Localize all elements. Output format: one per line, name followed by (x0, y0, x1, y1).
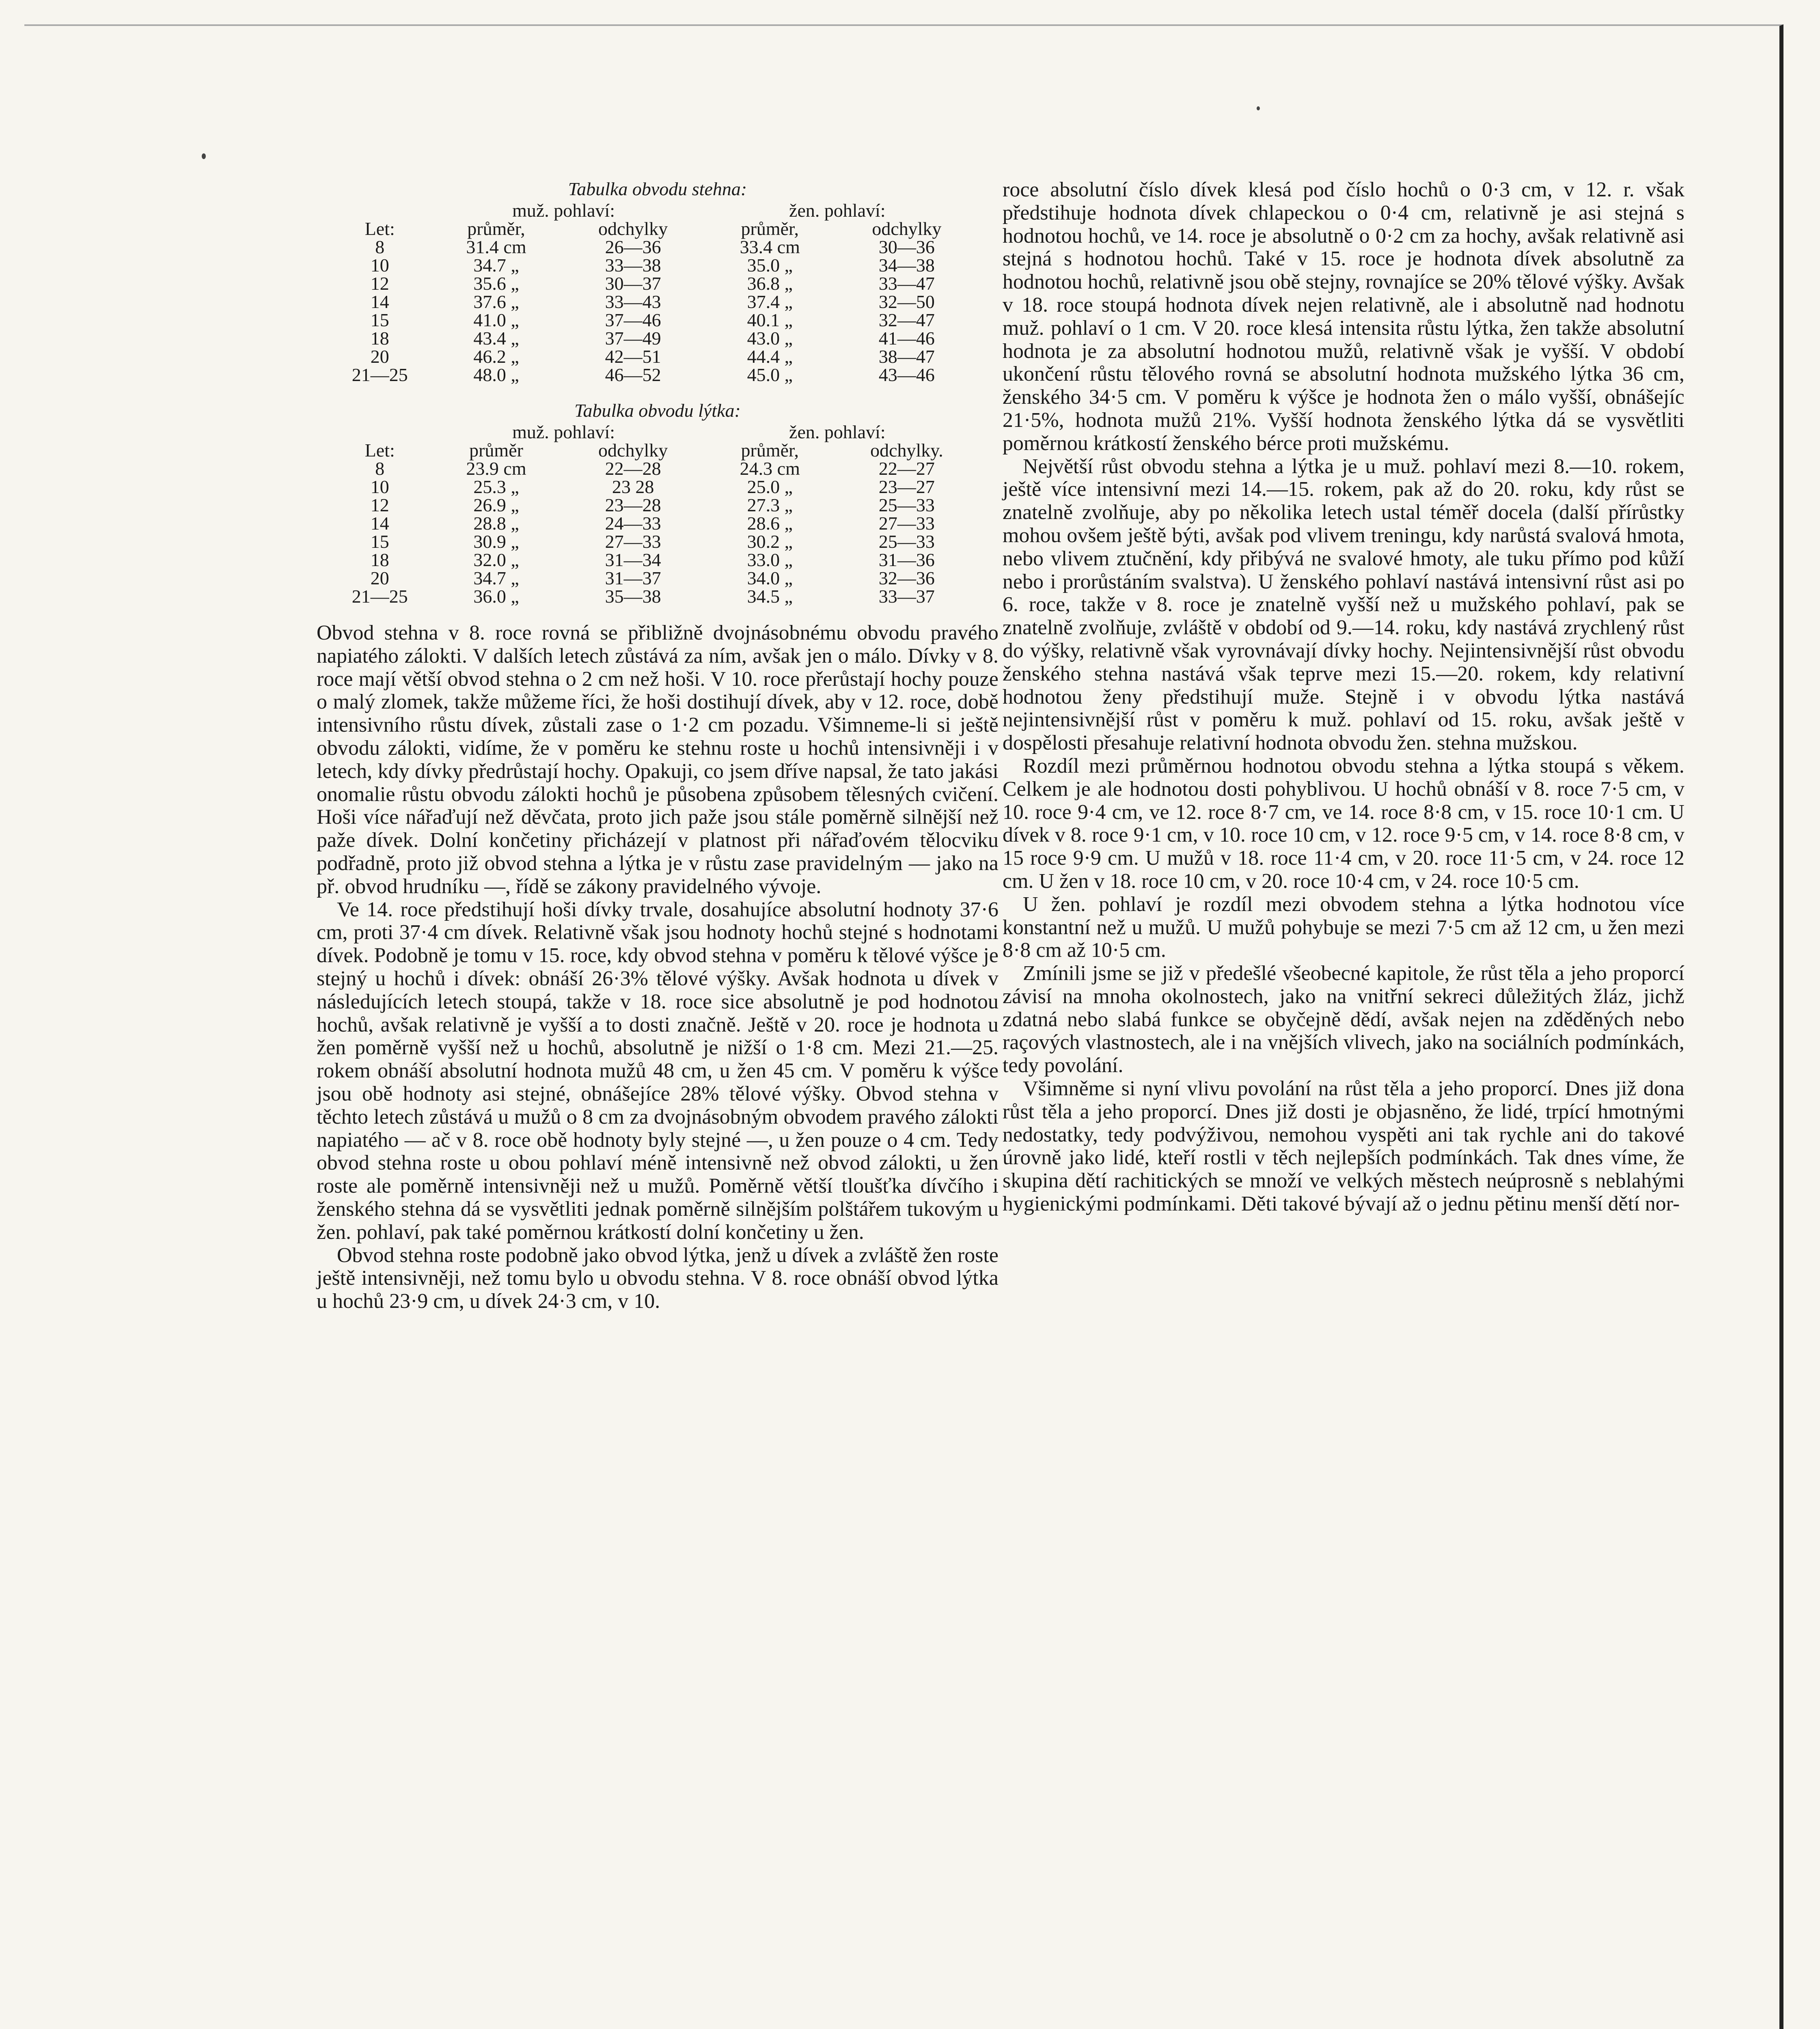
table-cell: 30.9 „ (473, 531, 519, 552)
table-cell: 25.0 „ (747, 476, 793, 497)
table-cell: 33.0 „ (747, 549, 793, 570)
calf-female-group: žen. pohlaví: (789, 422, 886, 442)
calf-table-block (317, 400, 998, 605)
right-column (1003, 179, 1684, 1216)
table-cell: 34.7 „ (473, 255, 519, 276)
table-cell: 23 28 (612, 476, 654, 497)
table-cell: 14 (370, 291, 389, 312)
thigh-female-dev-header: odchylky (872, 218, 942, 239)
left-paragraph-1: Obvod stehna v 8. roce rovná se přibližně dvojnásobnému obvodu pravého napiatého zálokti. V dalších letech zůstává za ním, avšak jen o málo. Dívky v 8. roce mají větší obvod stehna o 2 cm než hoši. V 10. roce přerůstají hochy pouze o malý zlomek, takže můžeme říci, že hoši dostihují dívek, aby v 12. roce, době intensivního růstu dívek, zůstali zase o 1·2 cm pozadu. Všimneme-li si ještě obvodu zálokti, vidíme, že v poměru ke stehnu roste u hochů intensivněji i v letech, kdy dívky předrůstají hochy. Opakuji, co jsem dříve napsal, že tato jakási onomalie růstu obvodu zálokti hochů je působena způsobem tělesných cvičení. Hoši více nářaďují než děvčata, proto jich paže jsou stále poměrně silnější než paže dívek. Dolní končetiny přicházejí v platnost při nářaďovém tělocviku podřadně, proto již obvod stehna a lýtka je v růstu zase pravidelným — jako na př. obvod hrudníku —, řídě se zákony pravidelného vývoje. (317, 621, 998, 898)
table-cell: 31—37 (605, 568, 661, 588)
calf-male-dev-header: odchylky (598, 440, 668, 461)
table-cell: 45.0 „ (747, 364, 793, 385)
table-cell: 33.4 cm (740, 237, 800, 257)
table-cell: 12 (370, 495, 389, 515)
calf-female-dev-header: odchylky. (870, 440, 943, 461)
right-paragraph-4: U žen. pohlaví je rozdíl mezi obvodem stehna a lýtka hodnotou více konstantní než u mužů. U mužů pohybuje se mezi 7·5 cm až 12 cm, u žen mezi 8·8 cm až 10·5 cm. (1003, 892, 1684, 962)
table-cell: 37—49 (605, 328, 661, 349)
table-cell: 31—34 (605, 549, 661, 570)
thigh-age-header: Let: (364, 218, 395, 239)
table-cell: 32—36 (878, 568, 935, 588)
table-cell: 30—36 (878, 237, 935, 257)
table-cell: 43.0 „ (747, 328, 793, 349)
right-paragraph-1: roce absolutní číslo dívek klesá pod číslo hochů o 0·3 cm, v 12. r. však předstihuje hodnota dívek chlapeckou o 0·4 cm, relativně je asi stejná s hodnotou hochů, ve 14. roce je absolutně o 0·2 cm za hochy, avšak relativně asi stejná s hodnotou hochů. Také v 15. roce je hodnota dívek absolutně za hodnotou hochů, relativně jsou obě stejny, rovnajíce se 20% tělové výšky. Avšak v 18. roce stoupá hodnota dívek nejen relativně, ale i absolutně nad hodnotu muž. pohlaví o 1 cm. V 20. roce klesá intensita růstu lýtka, žen takže absolutní hodnota je za absolutní hodnotou mužů, relativně však je vyšší. V období ukončení růstu tělového rovná se absolutní hodnota mužského lýtka 36 cm, ženského 34·5 cm. V poměru k výšce je hodnota žen o málo vyšší, obnášejíc 21·5%, hodnota mužů 21%. Vyšší hodnota ženského lýtka dá se vysvětliti poměrnou krátkostí ženského bérce proti mužskému. (1003, 178, 1684, 455)
table-cell: 23—28 (605, 495, 661, 515)
table-cell: 22—28 (605, 458, 661, 479)
table-cell: 34.5 „ (747, 586, 793, 607)
calf-table (333, 423, 974, 605)
table-cell: 18 (370, 549, 389, 570)
table-cell: 22—27 (878, 458, 935, 479)
calf-age-header: Let: (364, 440, 395, 461)
table-cell: 43—46 (878, 364, 935, 385)
thigh-male-dev-header: odchylky (598, 218, 668, 239)
table-cell: 23—27 (878, 476, 935, 497)
thigh-male-group: muž. pohlaví: (512, 200, 615, 221)
table-row (333, 459, 974, 478)
table-cell: 8 (375, 237, 385, 257)
table-cell: 26—36 (605, 237, 661, 257)
table-cell: 30—37 (605, 273, 661, 294)
right-paragraph-3: Rozdíl mezi průměrnou hodnotou obvodu stehna a lýtka stoupá s věkem. Celkem je ale hodnotou dosti pohyblivou. U hochů obnáší v 8. roce 7·5 cm, v 10. roce 9·4 cm, ve 12. roce 8·7 cm, ve 14. roce 8·8 cm, v 15. roce 10·1 cm. U dívek v 8. roce 9·1 cm, v 10. roce 10 cm, v 12. roce 9·5 cm, v 14. roce 8·8 cm, v 15 roce 9·9 cm. U mužů v 18. roce 11·4 cm, v 20. roce 11·5 cm, v 24. roce 12 cm. U žen v 18. roce 10 cm, v 20. roce 10·4 cm, v 24. roce 10·5 cm. (1003, 754, 1684, 893)
left-paragraph-2: Ve 14. roce předstihují hoši dívky trvale, dosahujíce absolutní hodnoty 37·6 cm, proti 37·4 cm dívek. Relativně však jsou hodnoty hochů stejné s hodnotami dívek. Podobně je tomu v 15. roce, kdy obvod stehna v poměru k tělové výšce je stejný u hochů i dívek: obnáší 26·3% tělové výšky. Avšak hodnota u dívek v následujících letech stoupá, takže v 18. roce sice absolutně je pod hodnotou hochů, avšak relativně je vyšší a to dosti značně. Ještě v 20. roce je hodnota u žen poměrně vyšší než u hochů, absolutně je nižší o 1·8 cm. Mezi 21.—25. rokem obnáší absolutní hodnota mužů 48 cm, u žen 45 cm. V poměru k výšce jsou obě hodnoty asi stejné, obnášejíce 28% tělové výšky. Obvod stehna v těchto letech zůstává u mužů o 8 cm za dvojnásobným obvodem pravého zálokti napiatého — ač v 8. roce obě hodnoty byly stejné —, u žen pouze o 4 cm. Tedy obvod stehna roste u obou pohlaví méně intensivně než obvod zálokti, u žen roste ale poměrně intensivněji než u mužů. Poměrně větší tloušťka dívčího i ženského stehna dá se vysvětliti jednak poměrně silnějším polštářem tukovým u žen. pohlaví, pak také poměrnou krátkostí dolní končetiny u žen. (317, 898, 998, 1244)
table-cell: 25.3 „ (473, 476, 519, 497)
table-row (333, 274, 974, 293)
calf-table-caption: Tabulka obvodu lýtka: (574, 400, 741, 421)
table-cell: 46—52 (605, 364, 661, 385)
table-row (333, 347, 974, 366)
left-column (317, 179, 998, 1313)
table-cell: 40.1 „ (747, 310, 793, 330)
table-row (333, 366, 974, 384)
table-cell: 27—33 (878, 513, 935, 534)
calf-female-avg-header: průměr, (741, 440, 799, 461)
table-cell: 25—33 (878, 495, 935, 515)
table-cell: 25—33 (878, 531, 935, 552)
table-cell: 36.8 „ (747, 273, 793, 294)
table-cell: 8 (375, 458, 385, 479)
table-cell: 20 (370, 346, 389, 367)
table-row (333, 587, 974, 605)
table-cell: 35.0 „ (747, 255, 793, 276)
print-speck (202, 153, 206, 159)
table-cell: 27.3 „ (747, 495, 793, 515)
table-row (333, 478, 974, 496)
table-cell: 12 (370, 273, 389, 294)
calf-male-group: muž. pohlaví: (512, 422, 615, 442)
table-cell: 24—33 (605, 513, 661, 534)
table-cell: 37.4 „ (747, 291, 793, 312)
table-cell: 44.4 „ (747, 346, 793, 367)
print-speck (1257, 106, 1260, 110)
table-cell: 34.7 „ (473, 568, 519, 588)
thigh-column-header (333, 220, 974, 238)
table-cell: 21—25 (351, 364, 408, 385)
table-cell: 41—46 (878, 328, 935, 349)
thigh-group-header (333, 201, 974, 220)
table-row (333, 311, 974, 329)
table-row (333, 514, 974, 532)
calf-group-header (333, 423, 974, 441)
table-cell: 26.9 „ (473, 495, 519, 515)
table-cell: 28.6 „ (747, 513, 793, 534)
table-row (333, 569, 974, 587)
left-paragraph-3: Obvod stehna roste podobně jako obvod lýtka, jenž u dívek a zvláště žen roste ještě intensivněji, než tomu bylo u obvodu stehna. V 8. roce obnáší obvod lýtka u hochů 23·9 cm, u dívek 24·3 cm, v 10. (317, 1243, 998, 1313)
calf-column-header (333, 441, 974, 459)
table-cell: 37.6 „ (473, 291, 519, 312)
table-cell: 34.0 „ (747, 568, 793, 588)
right-paragraph-2: Největší růst obvodu stehna a lýtka je u muž. pohlaví mezi 8.—10. rokem, ještě více intensivní mezi 14.—15. rokem, pak až do 20. roku, kdy růst se znatelně zvolňuje, aby po několika letech ustal téměř docela (další přírůstky mohou ovšem ještě býti, avšak pod vlivem treningu, kdy narůstá svalová hmota, nebo vlivem ztučnění, kdy přibývá ne svalové hmoty, ale tuku přímo pod kůží nebo i prorůstáním svalstva). U ženského pohlaví nastává intensivní růst asi po 6. roce, takže v 8. roce je znatelně vyšší než u mužského pohlaví, pak se znatelně zvolňuje, zvláště v období od 9.—14. roku, kdy nastává zrychlený růst do výšky, relativně však vyrovnávají dívky hochy. Nejintensivnější růst obvodu ženského stehna nastává však teprve mezi 15.—20. rokem, kdy relativní hodnotou ženy předstihují muže. Stejně i v obvodu lýtka nastává nejintensivnější růst v poměru k muž. pohlaví od 15. roku, avšak ještě v dospělosti přesahuje relativní hodnota obvodu žen. stehna mužskou. (1003, 454, 1684, 755)
table-row (333, 293, 974, 311)
table-cell: 10 (370, 476, 389, 497)
table-cell: 48.0 „ (473, 364, 519, 385)
table-row (333, 329, 974, 347)
table-cell: 42—51 (605, 346, 661, 367)
table-cell: 31—36 (878, 549, 935, 570)
table-cell: 33—38 (605, 255, 661, 276)
thigh-table (333, 201, 974, 384)
table-cell: 41.0 „ (473, 310, 519, 330)
right-paragraph-6: Všimněme si nyní vlivu povolání na růst těla a jeho proporcí. Dnes již dona růst těla a jeho proporcí. Dnes již dosti je objasněno, že lidé, trpící hmotnými nedostatky, tedy podvýživou, nemohou vyspěti ani tak rychle ani do takové úrovně jako lidé, kteří rostli v těch nejlepších podmínkách. Tak dnes víme, že skupina dětí rachitických se množí ve velkých městech neúprosně s neblahými hygienickými podmínkami. Děti takové bývají až o jednu pětinu menší dětí nor- (1003, 1077, 1684, 1216)
table-cell: 36.0 „ (473, 586, 519, 607)
table-cell: 33—47 (878, 273, 935, 294)
table-row (333, 551, 974, 569)
table-cell: 37—46 (605, 310, 661, 330)
table-cell: 21—25 (351, 586, 408, 607)
table-cell: 20 (370, 568, 389, 588)
table-cell: 15 (370, 310, 389, 330)
table-cell: 18 (370, 328, 389, 349)
thigh-female-avg-header: průměr, (741, 218, 799, 239)
thigh-table-block (317, 179, 998, 384)
table-cell: 32—47 (878, 310, 935, 330)
table-row (333, 256, 974, 274)
table-cell: 35.6 „ (473, 273, 519, 294)
table-cell: 28.8 „ (473, 513, 519, 534)
calf-male-avg-header: průměr (469, 440, 523, 461)
right-paragraph-5: Zmínili jsme se již v předešlé všeobecné kapitole, že růst těla a jeho proporcí závisí na mnoha okolnostech, jako na vnitřní sekreci důležitých žláz, jichž zdatná nebo slabá funkce se obyčejně dědí, avšak nejen na zděděných nebo raçových vlastnostech, ale i na vnějších vlivech, jako na sociálních podmínkách, tedy povolání. (1003, 962, 1684, 1077)
thigh-male-avg-header: průměr, (467, 218, 525, 239)
table-cell: 46.2 „ (473, 346, 519, 367)
table-cell: 24.3 cm (740, 458, 800, 479)
table-row (333, 532, 974, 551)
table-row (333, 496, 974, 514)
table-cell: 38—47 (878, 346, 935, 367)
thigh-table-caption: Tabulka obvodu stehna: (568, 179, 747, 199)
table-cell: 35—38 (605, 586, 661, 607)
table-cell: 32—50 (878, 291, 935, 312)
table-cell: 15 (370, 531, 389, 552)
table-cell: 31.4 cm (466, 237, 526, 257)
table-cell: 23.9 cm (466, 458, 526, 479)
table-cell: 43.4 „ (473, 328, 519, 349)
table-cell: 34—38 (878, 255, 935, 276)
table-cell: 10 (370, 255, 389, 276)
table-cell: 14 (370, 513, 389, 534)
table-cell: 33—43 (605, 291, 661, 312)
table-cell: 27—33 (605, 531, 661, 552)
table-cell: 33—37 (878, 586, 935, 607)
thigh-female-group: žen. pohlaví: (789, 200, 886, 221)
table-row (333, 238, 974, 256)
table-cell: 30.2 „ (747, 531, 793, 552)
table-cell: 32.0 „ (473, 549, 519, 570)
